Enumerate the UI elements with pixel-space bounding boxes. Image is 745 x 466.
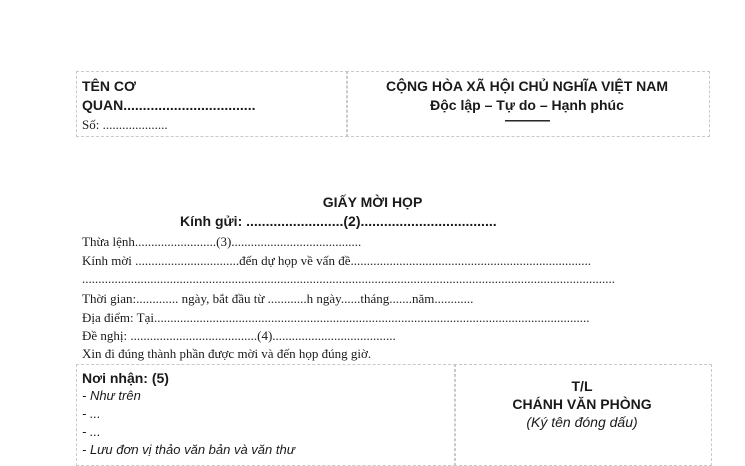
agency-name-line1: TÊN CƠ xyxy=(82,78,136,94)
recipient-item: - Lưu đơn vị thảo văn bản và văn thư xyxy=(82,442,295,457)
invitation-continuation: .................................................................................................................................................................... xyxy=(82,271,615,286)
motto-underline: --------------- xyxy=(504,113,550,127)
recipient-line: Kính gửi: .........................(2)................................... xyxy=(180,213,497,229)
document-number: Số: .................... xyxy=(82,117,168,132)
recipient-item: - ... xyxy=(82,424,101,439)
document-title: GIẤY MỜI HỌP xyxy=(322,194,423,210)
attendance-note: Xin đi đúng thành phần được mời và đến họp đúng giờ. xyxy=(82,346,372,361)
signer-title: CHÁNH VĂN PHÒNG xyxy=(512,396,652,412)
time-line: Thời gian:............. ngày, bắt đầu từ ............h ngày......tháng.......năm............ xyxy=(82,291,474,306)
nation-title: CỘNG HÒA XÃ HỘI CHỦ NGHĨA VIỆT NAM xyxy=(385,78,669,94)
authorization-line: Thừa lệnh.........................(3)........................................ xyxy=(82,234,362,249)
recipient-item: - ... xyxy=(82,406,101,421)
recipient-item: - Như trên xyxy=(82,388,141,403)
national-motto: Độc lập – Tự do – Hạnh phúc xyxy=(430,97,624,113)
signature-on-behalf: T/L xyxy=(571,378,593,394)
location-line: Địa điểm: Tại...................................................................................................................................... xyxy=(82,310,590,325)
invitation-line: Kính mời ................................đến dự họp về vấn đề.......................................................................... xyxy=(82,253,591,268)
agency-name-line2: QUAN.................................. xyxy=(82,97,256,113)
request-line: Đề nghị: .......................................(4)...................................... xyxy=(82,328,396,343)
signature-instruction: (Ký tên đóng dấu) xyxy=(526,414,638,430)
recipients-heading: Nơi nhận: (5) xyxy=(82,370,169,386)
